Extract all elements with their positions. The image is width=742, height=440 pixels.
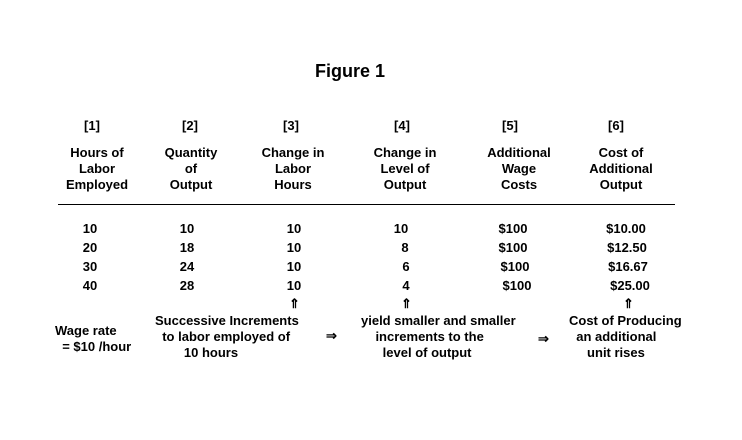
col-6-header: Cost of Additional Output — [589, 145, 653, 192]
col-1-number: [1] — [84, 118, 100, 133]
table-cell: 6 — [402, 259, 410, 274]
table-cell: $10.00 — [606, 221, 646, 236]
table-cell: 24 — [179, 259, 195, 274]
col-4-number: [4] — [394, 118, 410, 133]
table-cell: $100 — [502, 278, 532, 293]
right-arrow-icon: ⇒ — [538, 331, 549, 346]
col-3-header: Change in Labor Hours — [261, 145, 325, 192]
right-arrow-icon: ⇒ — [326, 328, 337, 343]
figure-title: Figure 1 — [314, 61, 385, 81]
table-cell: 10 — [82, 221, 98, 236]
table-cell: 10 — [393, 221, 409, 236]
col-5-header: Additional Wage Costs — [487, 145, 551, 192]
col-3-number: [3] — [283, 118, 299, 133]
col-2-header: Quantity of Output — [164, 145, 218, 192]
table-cell: $25.00 — [610, 278, 650, 293]
table-cell: $12.50 — [607, 240, 647, 255]
col-1-header: Hours of Labor Employed — [65, 145, 129, 192]
table-cell: 10 — [286, 278, 302, 293]
wage-rate-note: Wage rate = $10 /hour — [55, 323, 132, 354]
table-cell: $100 — [500, 259, 530, 274]
table-cell: 10 — [286, 259, 302, 274]
up-arrow-icon: ⇑ — [289, 296, 300, 311]
table-cell: 40 — [82, 278, 98, 293]
yield-note: yield smaller and smaller increments to the level of output — [361, 313, 516, 360]
col-6-number: [6] — [608, 118, 624, 133]
cost-note: Cost of Producing an additional unit rises — [569, 313, 682, 360]
table-cell: 18 — [179, 240, 195, 255]
table-cell: 28 — [179, 278, 195, 293]
table-cell: 8 — [401, 240, 409, 255]
table-cell: $100 — [498, 221, 528, 236]
col-2-number: [2] — [182, 118, 198, 133]
up-arrow-icon: ⇑ — [401, 296, 412, 311]
table-cell: 20 — [82, 240, 98, 255]
up-arrow-icon: ⇑ — [623, 296, 634, 311]
increments-note: Successive Increments to labor employed of 10 hours — [155, 313, 299, 360]
col-5-number: [5] — [502, 118, 518, 133]
table-cell: $16.67 — [608, 259, 648, 274]
table-cell: $100 — [498, 240, 528, 255]
table-cell: 4 — [402, 278, 410, 293]
header-divider — [58, 204, 675, 205]
table-cell: 10 — [179, 221, 195, 236]
table-cell: 30 — [82, 259, 98, 274]
table-cell: 10 — [286, 240, 302, 255]
col-4-header: Change in Level of Output — [373, 145, 437, 192]
table-cell: 10 — [286, 221, 302, 236]
